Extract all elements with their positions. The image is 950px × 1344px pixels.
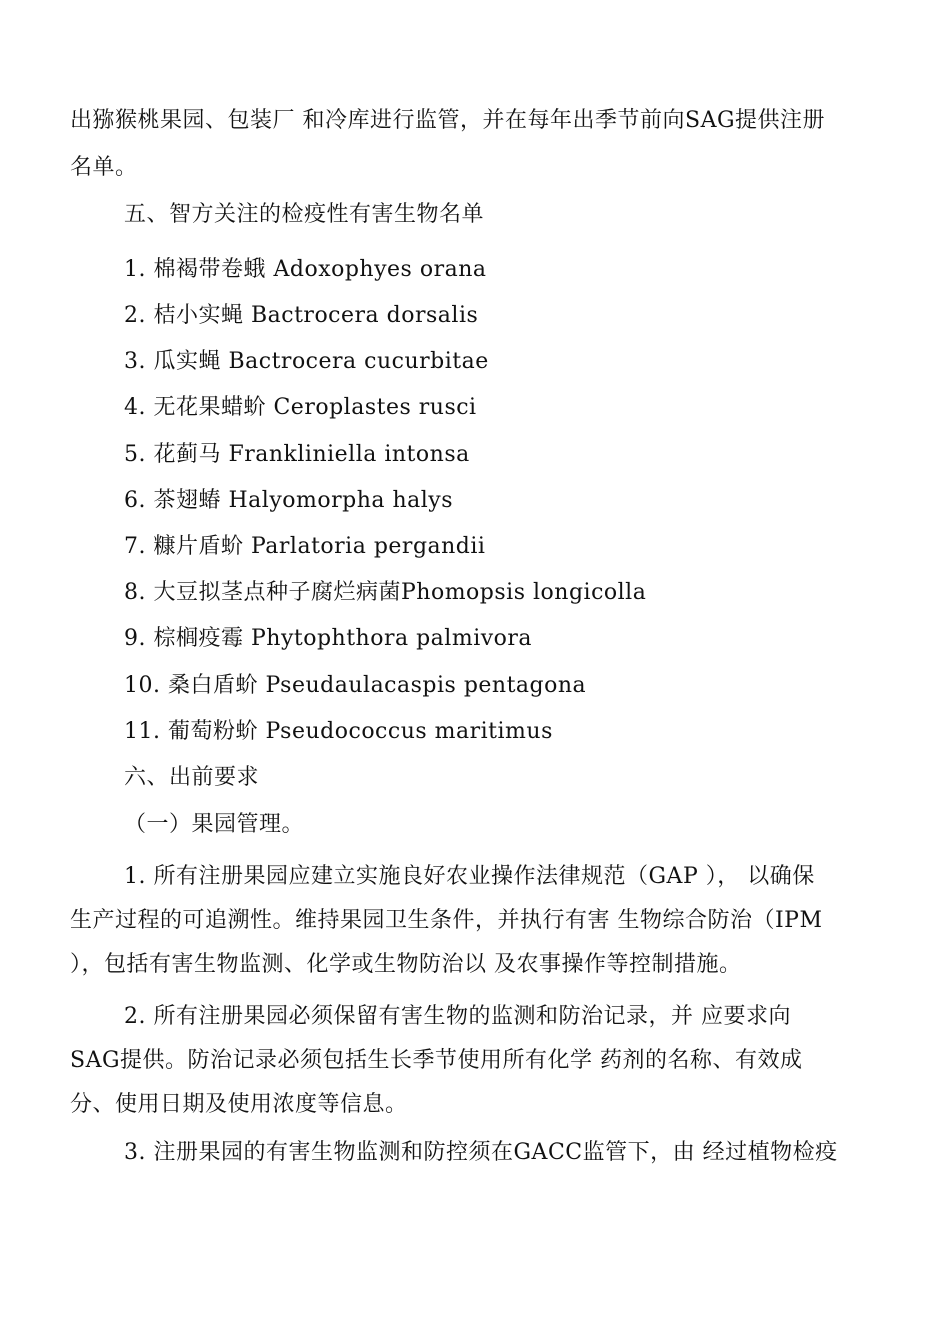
list-item: 9. 棕榈疫霉 Phytophthora palmivora	[124, 626, 533, 651]
paragraph-line: 分、使用日期及使用浓度等信息。	[70, 1092, 408, 1117]
paragraph-line: ），包括有害生物监测、化学或生物防治以 及农事操作等控制措施。	[70, 952, 742, 977]
subsection-heading: （一）果园管理。	[124, 812, 305, 837]
paragraph-line: 出猕猴桃果园、包装厂 和冷库进行监管，并在每年出季节前向SAG提供注册	[70, 108, 826, 133]
paragraph-line: 生产过程的可追溯性。维持果园卫生条件，并执行有害 生物综合防治（IPM	[70, 908, 823, 933]
list-item: 6. 茶翅蝽 Halyomorpha halys	[124, 488, 454, 513]
list-item: 8. 大豆拟茎点种子腐烂病菌Phomopsis longicolla	[124, 580, 647, 605]
list-item: 3. 瓜实蝇 Bactrocera cucurbitae	[124, 349, 489, 374]
paragraph-line: 3. 注册果园的有害生物监测和防控须在GACC监管下，由 经过植物检疫	[124, 1140, 838, 1165]
list-item: 7. 糠片盾蚧 Parlatoria pergandii	[124, 534, 486, 559]
list-item: 10. 桑白盾蚧 Pseudaulacaspis pentagona	[124, 673, 587, 698]
list-item: 4. 无花果蜡蚧 Ceroplastes rusci	[124, 395, 477, 420]
paragraph-line: 名单。	[70, 155, 138, 180]
paragraph-line: SAG提供。防治记录必须包括生长季节使用所有化学 药剂的名称、有效成	[70, 1048, 803, 1073]
list-item: 1. 棉褐带卷蛾 Adoxophyes orana	[124, 257, 487, 282]
section-heading: 六、出前要求	[124, 765, 260, 790]
paragraph-line: 2. 所有注册果园必须保留有害生物的监测和防治记录，并 应要求向	[124, 1004, 791, 1029]
section-heading: 五、智方关注的检疫性有害生物名单	[124, 202, 485, 227]
list-item: 11. 葡萄粉蚧 Pseudococcus maritimus	[124, 719, 553, 744]
list-item: 2. 桔小实蝇 Bactrocera dorsalis	[124, 303, 479, 328]
list-item: 5. 花蓟马 Frankliniella intonsa	[124, 442, 470, 467]
paragraph-line: 1. 所有注册果园应建立实施良好农业操作法律规范（GAP ）， 以确保	[124, 864, 815, 889]
